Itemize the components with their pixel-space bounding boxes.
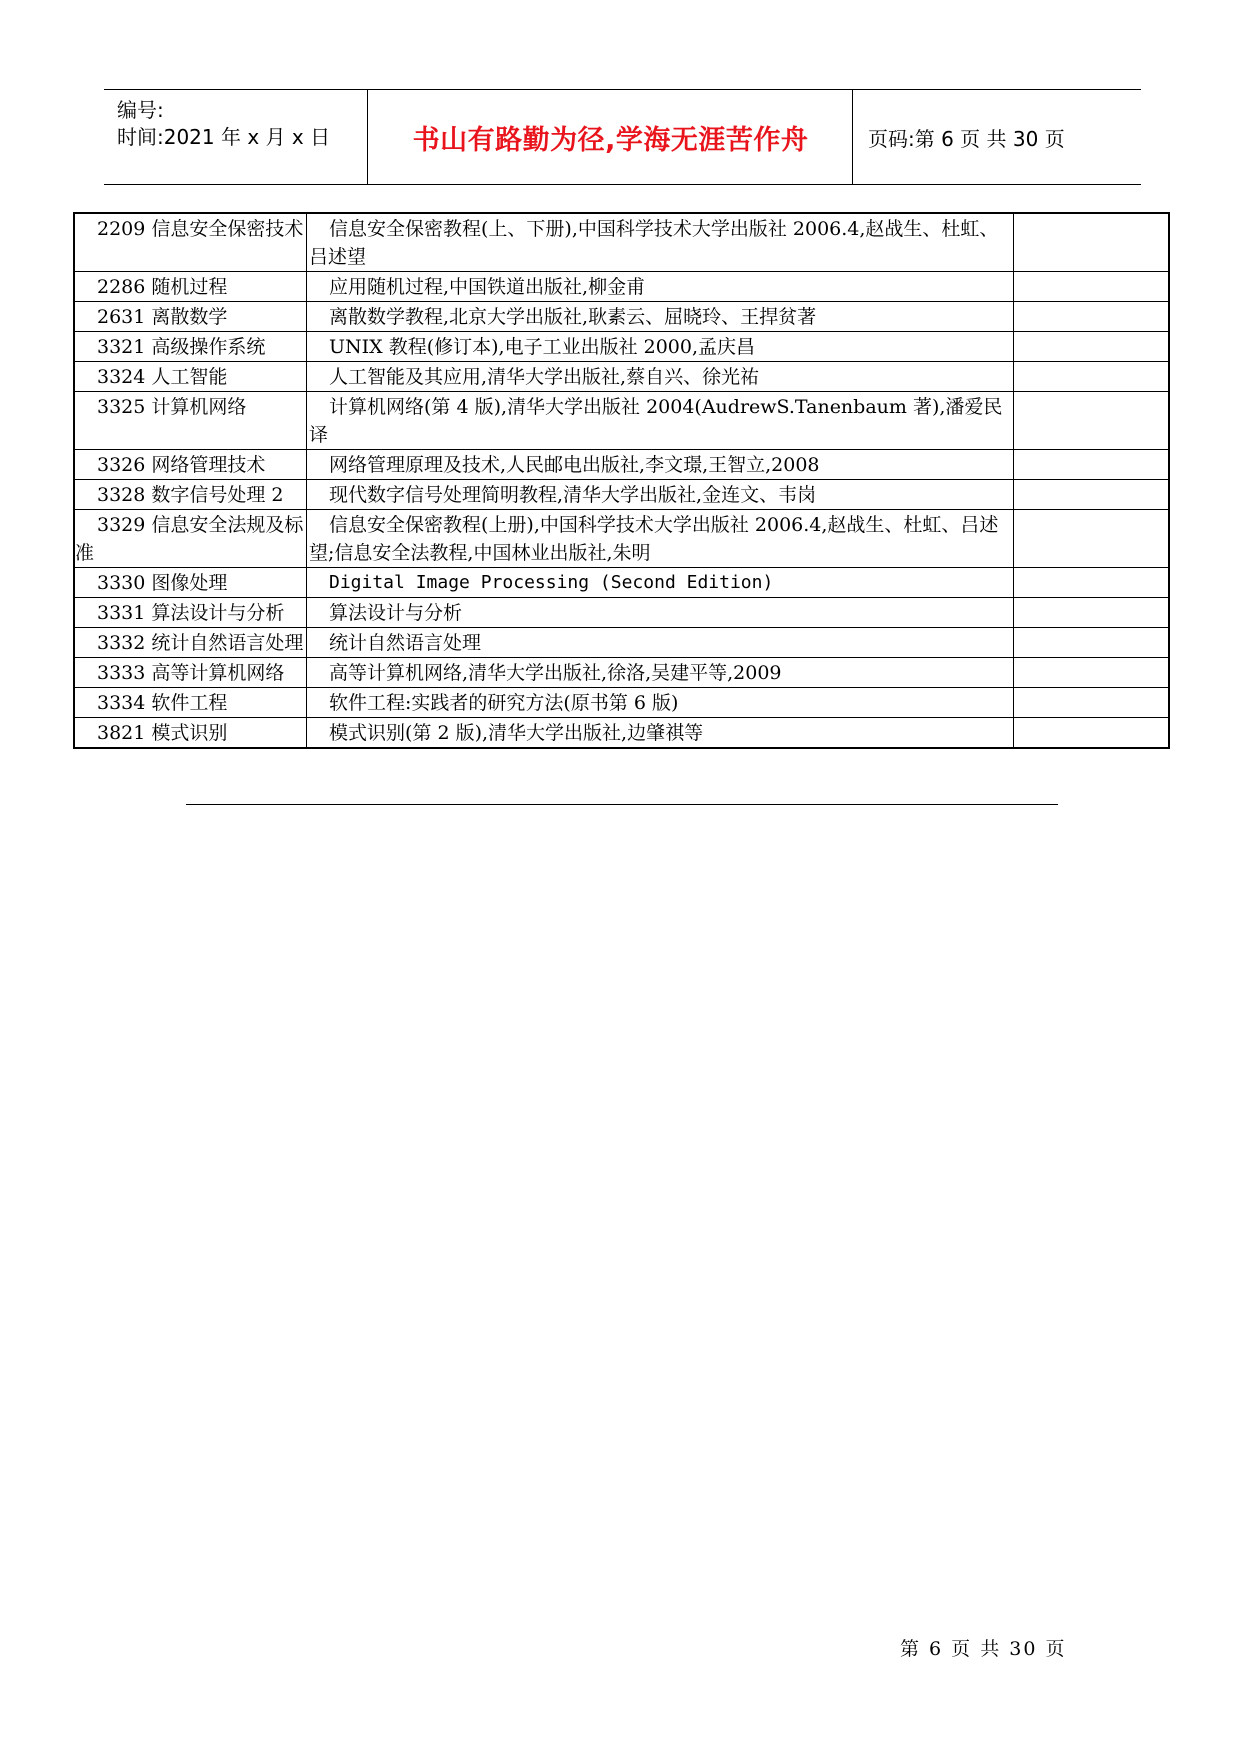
textbook-cell: 信息安全保密教程(上、下册),中国科学技术大学出版社 2006.4,赵战生、杜虹、吕述望	[307, 213, 1014, 272]
remark-cell	[1014, 450, 1170, 480]
table-row	[74, 480, 1169, 510]
remark-cell	[1014, 718, 1170, 749]
table-bottom-rule	[186, 804, 1058, 805]
remark-cell	[1014, 480, 1170, 510]
table-row	[74, 272, 1169, 302]
course-cell: 2209 信息安全保密技术	[74, 213, 307, 272]
textbook-cell: 模式识别(第 2 版),清华大学出版社,边肇祺等	[307, 718, 1014, 749]
remark-cell	[1014, 302, 1170, 332]
textbook-cell: 信息安全保密教程(上册),中国科学技术大学出版社 2006.4,赵战生、杜虹、吕述望;信息安全法教程,中国林业出版社,朱明	[307, 510, 1014, 568]
remark-cell	[1014, 688, 1170, 718]
table-row	[74, 332, 1169, 362]
page-header	[104, 89, 1141, 185]
table-row	[74, 658, 1169, 688]
table-row	[74, 628, 1169, 658]
time-label: 时间:2021 年 x 月 x 日	[117, 125, 331, 149]
remark-cell	[1014, 568, 1170, 598]
textbook-cell: Digital Image Processing (Second Edition)	[307, 568, 1014, 598]
textbook-cell: 现代数字信号处理简明教程,清华大学出版社,金连文、韦岗	[307, 480, 1014, 510]
course-cell: 3332 统计自然语言处理	[74, 628, 307, 658]
course-textbook-table	[73, 212, 1170, 749]
remark-cell	[1014, 362, 1170, 392]
table-row	[74, 302, 1169, 332]
remark-cell	[1014, 628, 1170, 658]
textbook-cell: 计算机网络(第 4 版),清华大学出版社 2004(AudrewS.Tanenbaum 著),潘爱民译	[307, 392, 1014, 450]
course-cell: 2631 离散数学	[74, 302, 307, 332]
course-cell: 3324 人工智能	[74, 362, 307, 392]
number-label: 编号:	[117, 98, 164, 122]
remark-cell	[1014, 332, 1170, 362]
header-page-code: 页码:第 6 页 共 30 页	[868, 126, 1065, 151]
course-cell: 3325 计算机网络	[74, 392, 307, 450]
course-cell: 3328 数字信号处理 2	[74, 480, 307, 510]
table-row	[74, 510, 1169, 568]
remark-cell	[1014, 598, 1170, 628]
course-cell: 3330 图像处理	[74, 568, 307, 598]
table-row	[74, 392, 1169, 450]
textbook-cell: 离散数学教程,北京大学出版社,耿素云、屈晓玲、王捍贫著	[307, 302, 1014, 332]
textbook-cell: 软件工程:实践者的研究方法(原书第 6 版)	[307, 688, 1014, 718]
header-motto-cell	[369, 90, 853, 184]
textbook-cell: UNIX 教程(修订本),电子工业出版社 2000,孟庆昌	[307, 332, 1014, 362]
course-cell: 3321 高级操作系统	[74, 332, 307, 362]
textbook-cell: 网络管理原理及技术,人民邮电出版社,李文璟,王智立,2008	[307, 450, 1014, 480]
motto-text: 书山有路勤为径,学海无涯苦作舟	[412, 124, 809, 156]
table-row	[74, 450, 1169, 480]
remark-cell	[1014, 658, 1170, 688]
table-row	[74, 688, 1169, 718]
table-row	[74, 598, 1169, 628]
course-cell: 3333 高等计算机网络	[74, 658, 307, 688]
table-row	[74, 568, 1169, 598]
textbook-cell: 应用随机过程,中国铁道出版社,柳金甫	[307, 272, 1014, 302]
textbook-cell: 人工智能及其应用,清华大学出版社,蔡自兴、徐光祐	[307, 362, 1014, 392]
remark-cell	[1014, 392, 1170, 450]
course-cell: 2286 随机过程	[74, 272, 307, 302]
textbook-cell: 统计自然语言处理	[307, 628, 1014, 658]
table-row	[74, 718, 1169, 749]
table-row	[74, 362, 1169, 392]
course-cell: 3334 软件工程	[74, 688, 307, 718]
table-row	[74, 213, 1169, 272]
header-meta	[104, 90, 368, 184]
remark-cell	[1014, 510, 1170, 568]
remark-cell	[1014, 213, 1170, 272]
course-cell: 3821 模式识别	[74, 718, 307, 749]
course-cell: 3329 信息安全法规及标准	[74, 510, 307, 568]
remark-cell	[1014, 272, 1170, 302]
textbook-cell: 高等计算机网络,清华大学出版社,徐洛,吴建平等,2009	[307, 658, 1014, 688]
course-cell: 3331 算法设计与分析	[74, 598, 307, 628]
course-cell: 3326 网络管理技术	[74, 450, 307, 480]
textbook-cell: 算法设计与分析	[307, 598, 1014, 628]
page-footer: 第 6 页 共 30 页	[900, 1638, 1067, 1660]
